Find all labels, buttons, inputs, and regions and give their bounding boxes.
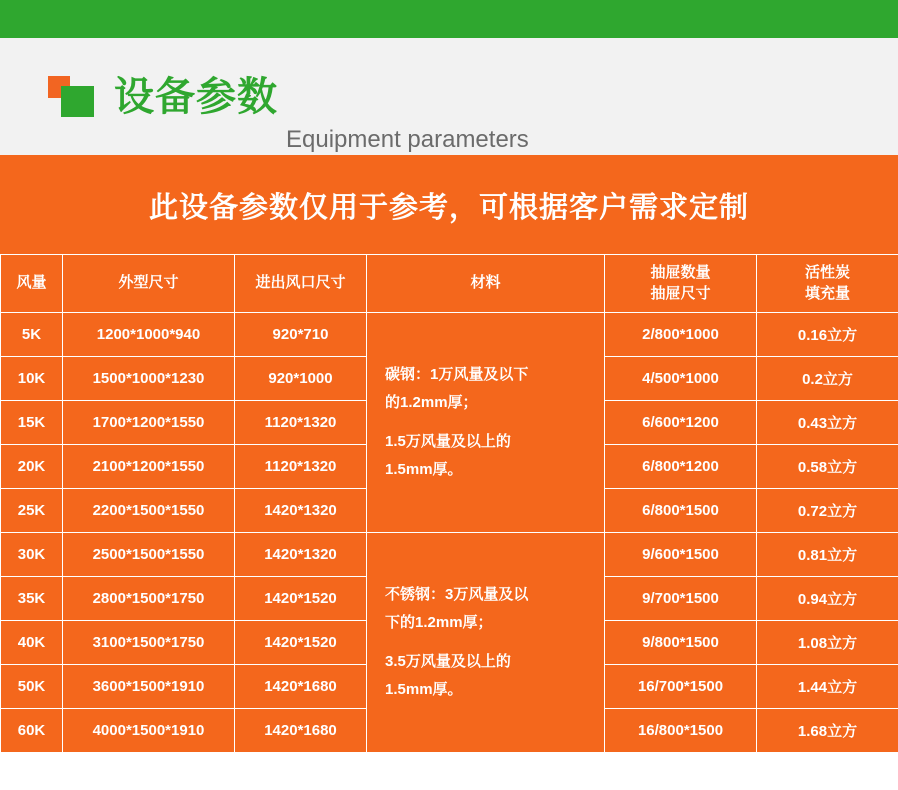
logo-icon — [48, 76, 100, 118]
material-stainless-line1: 不锈钢：3万风量及以 — [385, 585, 529, 603]
cell-airflow: 60K — [1, 709, 63, 753]
top-accent-bar — [0, 0, 898, 38]
cell-airflow: 25K — [1, 489, 63, 533]
material-carbon-line2: 的1.2mm厚； — [385, 394, 478, 411]
page-title: 设备参数 — [114, 74, 278, 119]
column-header-carbon — [757, 255, 898, 313]
cell-inlet-outlet: 920*710 — [235, 313, 367, 357]
cell-inlet-outlet: 920*1000 — [235, 357, 367, 401]
cell-carbon: 0.72立方 — [757, 489, 898, 533]
cell-inlet-outlet: 1420*1680 — [235, 709, 367, 753]
parameters-table — [0, 254, 898, 753]
cell-carbon: 0.81立方 — [757, 533, 898, 577]
material-stainless-line2: 下的1.2mm厚； — [385, 614, 493, 631]
cell-drawer: 6/800*1200 — [605, 445, 757, 489]
material-carbon-line3: 1.5万风量及以上的 — [385, 432, 511, 450]
table-row — [1, 313, 898, 357]
parameters-section — [0, 155, 898, 753]
cell-dimensions: 4000*1500*1910 — [63, 709, 235, 753]
cell-drawer: 2/800*1000 — [605, 313, 757, 357]
column-header-drawer — [605, 255, 757, 313]
cell-material-carbon-steel — [367, 313, 605, 533]
cell-airflow: 35K — [1, 577, 63, 621]
cell-carbon: 1.08立方 — [757, 621, 898, 665]
cell-dimensions: 2800*1500*1750 — [63, 577, 235, 621]
cell-drawer: 9/600*1500 — [605, 533, 757, 577]
cell-dimensions: 3600*1500*1910 — [63, 665, 235, 709]
column-header-drawer-line1: 抽屉数量 — [650, 264, 711, 282]
material-stainless-gap — [385, 638, 586, 648]
material-carbon-line4: 1.5mm厚。 — [385, 461, 463, 478]
logo-green-square — [61, 86, 94, 117]
material-stainless-line3: 3.5万风量及以上的 — [385, 652, 511, 670]
cell-dimensions: 2200*1500*1550 — [63, 489, 235, 533]
cell-carbon: 0.43立方 — [757, 401, 898, 445]
cell-carbon: 1.68立方 — [757, 709, 898, 753]
cell-dimensions: 2500*1500*1550 — [63, 533, 235, 577]
table-header-row — [1, 255, 898, 313]
cell-carbon: 0.2立方 — [757, 357, 898, 401]
cell-airflow: 20K — [1, 445, 63, 489]
cell-carbon: 0.94立方 — [757, 577, 898, 621]
cell-drawer: 6/800*1500 — [605, 489, 757, 533]
cell-dimensions: 3100*1500*1750 — [63, 621, 235, 665]
cell-inlet-outlet: 1420*1320 — [235, 533, 367, 577]
cell-dimensions: 1200*1000*940 — [63, 313, 235, 357]
cell-drawer: 16/800*1500 — [605, 709, 757, 753]
cell-dimensions: 1700*1200*1550 — [63, 401, 235, 445]
cell-airflow: 30K — [1, 533, 63, 577]
cell-inlet-outlet: 1120*1320 — [235, 401, 367, 445]
cell-material-stainless-steel — [367, 533, 605, 753]
column-header-material: 材料 — [367, 255, 605, 313]
cell-drawer: 9/800*1500 — [605, 621, 757, 665]
column-header-drawer-line2: 抽屉尺寸 — [650, 284, 711, 302]
cell-inlet-outlet: 1420*1520 — [235, 577, 367, 621]
cell-drawer: 4/500*1000 — [605, 357, 757, 401]
column-header-carbon-line1: 活性炭 — [804, 264, 850, 282]
column-header-carbon-line2: 填充量 — [804, 284, 850, 302]
cell-airflow: 10K — [1, 357, 63, 401]
page-header — [0, 38, 898, 155]
cell-drawer: 9/700*1500 — [605, 577, 757, 621]
cell-dimensions: 2100*1200*1550 — [63, 445, 235, 489]
cell-carbon: 0.58立方 — [757, 445, 898, 489]
cell-drawer: 6/600*1200 — [605, 401, 757, 445]
cell-inlet-outlet: 1120*1320 — [235, 445, 367, 489]
cell-airflow: 40K — [1, 621, 63, 665]
cell-airflow: 50K — [1, 665, 63, 709]
cell-dimensions: 1500*1000*1230 — [63, 357, 235, 401]
table-row — [1, 533, 898, 577]
cell-drawer: 16/700*1500 — [605, 665, 757, 709]
column-header-inlet-outlet: 进出风口尺寸 — [235, 255, 367, 313]
page-subtitle: Equipment parameters — [286, 126, 529, 153]
cell-inlet-outlet: 1420*1680 — [235, 665, 367, 709]
cell-airflow: 15K — [1, 401, 63, 445]
cell-carbon: 0.16立方 — [757, 313, 898, 357]
material-carbon-gap — [385, 418, 586, 428]
column-header-airflow: 风量 — [1, 255, 63, 313]
cell-airflow: 5K — [1, 313, 63, 357]
cell-carbon: 1.44立方 — [757, 665, 898, 709]
material-carbon-line1: 碳钢：1万风量及以下 — [385, 365, 529, 383]
column-header-dimensions: 外型尺寸 — [63, 255, 235, 313]
material-stainless-line4: 1.5mm厚。 — [385, 681, 463, 698]
cell-inlet-outlet: 1420*1320 — [235, 489, 367, 533]
cell-inlet-outlet: 1420*1520 — [235, 621, 367, 665]
notice-text: 此设备参数仅用于参考，可根据客户需求定制 — [148, 192, 749, 224]
